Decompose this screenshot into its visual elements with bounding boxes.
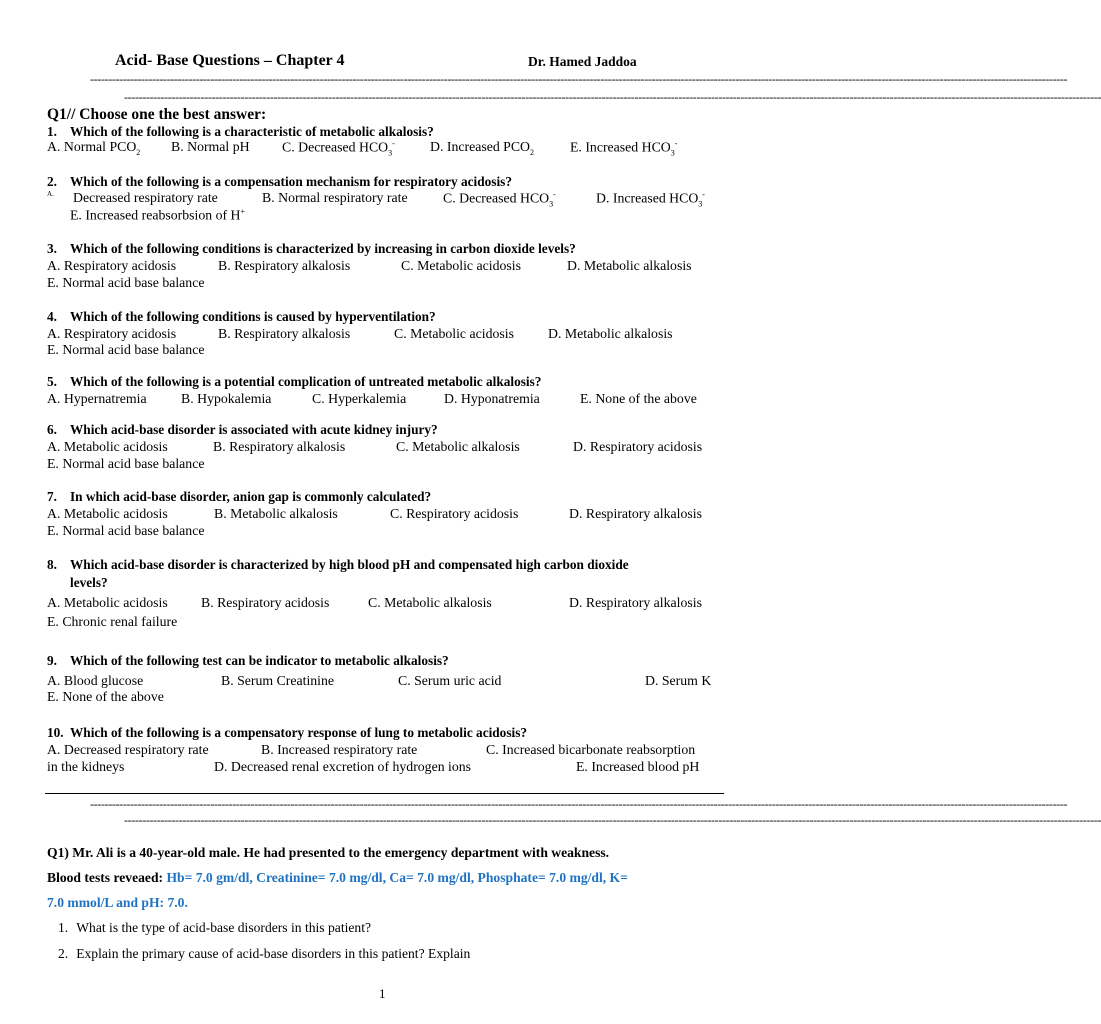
author-name: Dr. Hamed Jaddoa (528, 54, 637, 69)
option: C. Serum uric acid (398, 673, 502, 688)
option-continued: in the kidneys (47, 759, 125, 774)
question-4: 4. Which of the following conditions is caused by hyperventilation? (47, 309, 436, 324)
option: D. Decreased renal excretion of hydrogen ions (214, 759, 472, 774)
option: E. Normal acid base balance (47, 456, 205, 471)
horizontal-rule (45, 793, 724, 794)
option: C. Decreased $HCO_3^-$ (443, 190, 556, 209)
option: B. Hypokalemia (181, 391, 272, 406)
option: D. Metabolic alkalosis (567, 258, 692, 273)
lab-values-continued: 7.0 mmol/L and pH: 7.0. (47, 895, 188, 910)
option: D. Increased $HCO_3^-$ (596, 190, 705, 209)
option: A. Metabolic acidosis (47, 506, 168, 521)
option: E. Normal acid base balance (47, 275, 205, 290)
option: D. Hyponatremia (444, 391, 540, 406)
option: C. Respiratory acidosis (390, 506, 519, 521)
question-6: 6. Which acid-base disorder is associated with acute kidney injury? (47, 422, 438, 437)
option: C. Decreased $HCO_3^-$ (282, 139, 395, 158)
question-5: 5. Which of the following is a potential complication of untreated metabolic alkalosis? (47, 374, 542, 389)
option: A. Metabolic acidosis (47, 595, 168, 610)
option: E. Increased reabsorbsion of H+ (70, 207, 245, 223)
option: C. Metabolic acidosis (394, 326, 514, 341)
option: E. Increased blood pH (576, 759, 700, 774)
option: C. Metabolic alkalosis (396, 439, 520, 454)
option: B. Metabolic alkalosis (214, 506, 338, 521)
option: B. Increased respiratory rate (261, 742, 418, 757)
option: C. Metabolic alkalosis (368, 595, 492, 610)
option: E. None of the above (580, 391, 697, 406)
option: D. Respiratory acidosis (573, 439, 703, 454)
question-8-continued: levels? (70, 575, 108, 590)
section-title: Q1// Choose one the best answer: (47, 106, 267, 123)
case-question-line-2: Blood tests reveaed: Hb= 7.0 gm/dl, Creatinine= 7.0 mg/dl, Ca= 7.0 mg/dl, Phosphate= 7.0 mg/dl, K= (47, 870, 628, 885)
option: B. Respiratory alkalosis (213, 439, 346, 454)
question-9: 9. Which of the following test can be indicator to metabolic alkalosis? (47, 653, 449, 668)
option: C. Increased bicarbonate reabsorption (486, 742, 696, 757)
option: A. Respiratory acidosis (47, 326, 177, 341)
option: B. Respiratory acidosis (201, 595, 330, 610)
sub-question-1: 1. What is the type of acid-base disorders in this patient? (58, 920, 372, 935)
option: A. Blood glucose (47, 673, 144, 688)
option: D. Increased $PCO_2$ (430, 139, 535, 157)
question-10: 10. Which of the following is a compensatory response of lung to metabolic acidosis? (47, 725, 528, 740)
question-8: 8. Which acid-base disorder is characterized by high blood pH and compensated high carbon dioxide (47, 557, 629, 572)
page-number: 1 (379, 986, 386, 1001)
dashed-separator: ---------------------------------------------------------------------------------------------------------------------------------------------------------------------------------------------------------------------------------------------------------------------------- (90, 72, 1068, 86)
option: C. Metabolic acidosis (401, 258, 521, 273)
option: E. Normal acid base balance (47, 523, 205, 538)
option: B. Normal respiratory rate (262, 190, 408, 205)
option: E. Increased $HCO_3^-$ (570, 139, 678, 158)
option: B. Respiratory alkalosis (218, 258, 351, 273)
option: D. Serum K (645, 673, 712, 688)
option: D. Metabolic alkalosis (548, 326, 673, 341)
question-3: 3. Which of the following conditions is characterized by increasing in carbon dioxide levels? (47, 241, 576, 256)
option: B. Normal pH (171, 139, 250, 154)
option: Decreased respiratory rate (73, 190, 218, 205)
dashed-separator: ---------------------------------------------------------------------------------------------------------------------------------------------------------------------------------------------------------------------------------------------------------------------------- (124, 813, 1101, 827)
question-2: 2. Which of the following is a compensation mechanism for respiratory acidosis? (47, 174, 512, 189)
option: A. Decreased respiratory rate (47, 742, 209, 757)
case-question-line-1: Q1) Mr. Ali is a 40-year-old male. He had presented to the emergency department with weakness. (47, 845, 610, 860)
question-1: 1. Which of the following is a characteristic of metabolic alkalosis? (47, 124, 434, 139)
option-marker: A. (47, 190, 54, 198)
option: B. Respiratory alkalosis (218, 326, 351, 341)
document-title: Acid- Base Questions – Chapter 4 (115, 52, 345, 69)
question-7: 7. In which acid-base disorder, anion gap is commonly calculated? (47, 489, 432, 504)
option: A. Respiratory acidosis (47, 258, 177, 273)
option: A. Metabolic acidosis (47, 439, 168, 454)
option: E. None of the above (47, 689, 164, 704)
option: C. Hyperkalemia (312, 391, 407, 406)
option: A. Hypernatremia (47, 391, 147, 406)
option: D. Respiratory alkalosis (569, 506, 702, 521)
option: E. Chronic renal failure (47, 614, 178, 629)
option: A. Normal $PCO_2$ (47, 139, 141, 157)
option: D. Respiratory alkalosis (569, 595, 702, 610)
sub-question-2: 2. Explain the primary cause of acid-base disorders in this patient? Explain (58, 946, 471, 961)
lab-values: Hb= 7.0 gm/dl, Creatinine= 7.0 mg/dl, Ca= 7.0 mg/dl, Phosphate= 7.0 mg/dl, K= (166, 870, 628, 885)
option: B. Serum Creatinine (221, 673, 335, 688)
option: E. Normal acid base balance (47, 342, 205, 357)
dashed-separator: ---------------------------------------------------------------------------------------------------------------------------------------------------------------------------------------------------------------------------------------------------------------------------- (90, 797, 1068, 811)
dashed-separator: ---------------------------------------------------------------------------------------------------------------------------------------------------------------------------------------------------------------------------------------------------------------------------- (124, 90, 1101, 104)
